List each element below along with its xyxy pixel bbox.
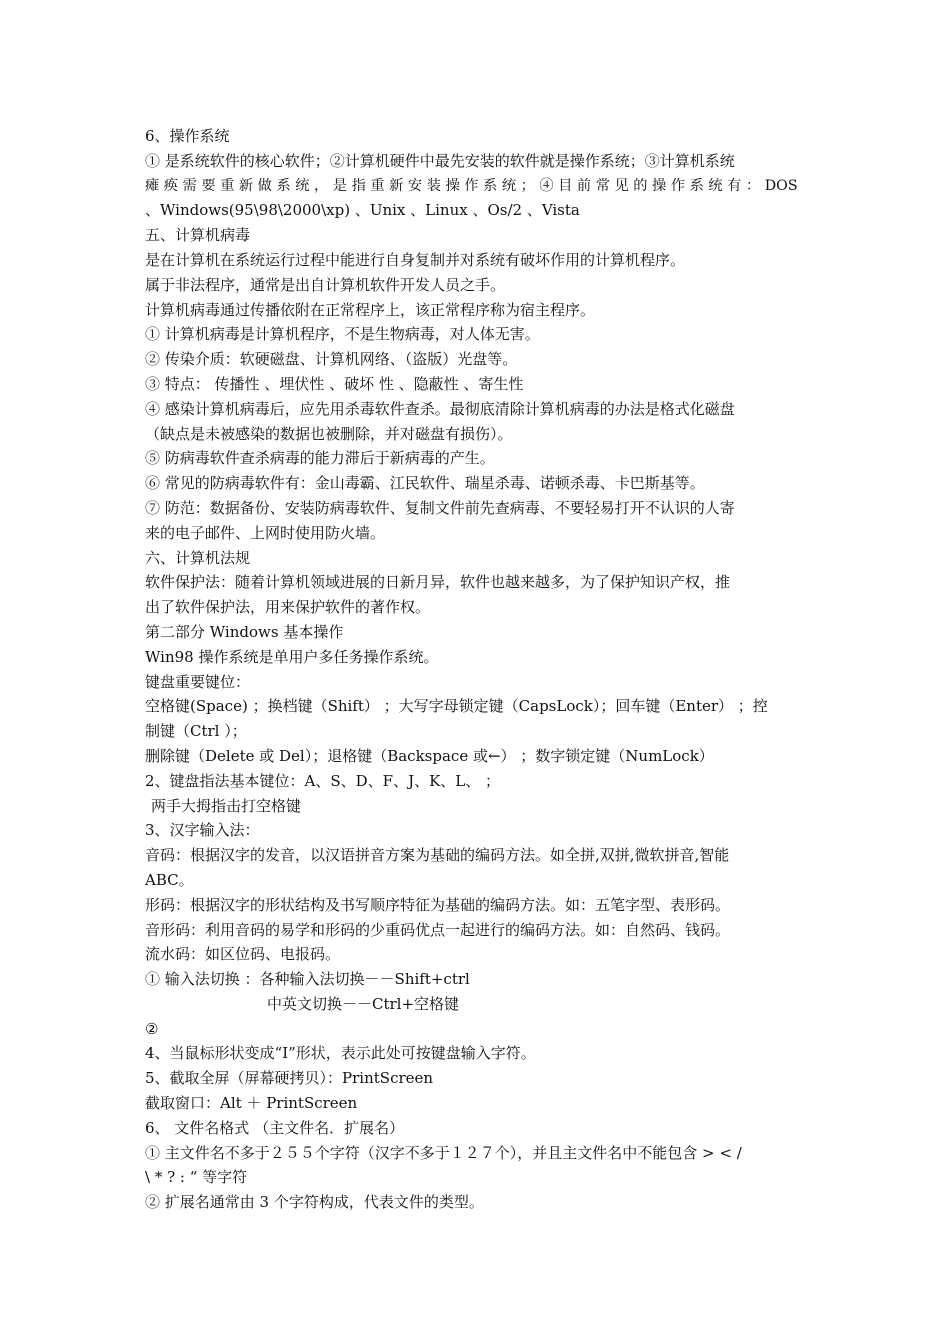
paragraph-line: 键盘重要键位： xyxy=(145,672,251,691)
paragraph-line: 计算机病毒通过传播依附在正常程序上，该正常程序称为宿主程序。 xyxy=(145,300,596,319)
paragraph-line: 流水码：如区位码、电报码。 xyxy=(145,945,341,964)
paragraph-line: 制键（Ctrl ）； xyxy=(145,722,247,741)
list-item: ⑤ 防病毒软件查杀病毒的能力滞后于新病毒的产生。 xyxy=(145,449,495,468)
list-item: ① 输入法切换 ：各种输入法切换－－Shift+ctrl xyxy=(145,970,470,989)
heading-filename-format: 6、 文件名格式 （主文件名．扩展名） xyxy=(145,1118,405,1137)
list-item-continuation: 来的电子邮件、上网时使用防火墙。 xyxy=(145,523,386,542)
list-item: ④ 感染计算机病毒后，应先用杀毒软件查杀。最彻底清除计算机病毒的办法是格式化磁盘 xyxy=(145,399,735,418)
paragraph-line: 软件保护法：随着计算机领域进展的日新月异，软件也越来越多，为了保护知识产权，推 xyxy=(145,573,731,592)
paragraph-line: 两手大拇指击打空格键 xyxy=(151,796,302,815)
heading-part-two: 第二部分 Windows 基本操作 xyxy=(145,622,344,641)
paragraph-line: 形码：根据汉字的形状结构及书写顺序特征为基础的编码方法。如：五笔字型、表形码。 xyxy=(145,895,731,914)
heading-computer-virus: 五、计算机病毒 xyxy=(145,226,251,245)
list-item: ② 传染介质：软硬磁盘、计算机网络、（盗版）光盘等。 xyxy=(145,350,518,369)
heading-home-keys: 2、键盘指法基本键位：A、S、D、F、J、K、L、 ； xyxy=(145,771,501,790)
paragraph-line: 截取窗口：Alt ＋ PrintScreen xyxy=(145,1094,358,1113)
list-item: ⑦ 防范：数据备份、安装防病毒软件、复制文件前先查病毒、不要轻易打开不认识的人寄 xyxy=(145,498,735,517)
heading-computer-law: 六、计算机法规 xyxy=(145,548,251,567)
list-item: ② xyxy=(145,1019,159,1038)
list-item: ⑥ 常见的防病毒软件有：金山毒霸、江民软件、瑞星杀毒、诺顿杀毒、卡巴斯基等。 xyxy=(145,474,705,493)
paragraph-line: Win98 操作系统是单用户多任务操作系统。 xyxy=(145,647,439,666)
paragraph-line: 属于非法程序，通常是出自计算机软件开发人员之手。 xyxy=(145,275,506,294)
paragraph-line: 出了软件保护法，用来保护软件的著作权。 xyxy=(145,598,431,617)
heading-operating-system: 6、操作系统 xyxy=(145,127,230,145)
list-item-continuation: 中英文切换－－Ctrl+空格键 xyxy=(267,994,460,1013)
list-item: ① 计算机病毒是计算机程序，不是生物病毒，对人体无害。 xyxy=(145,325,540,344)
paragraph-line: 删除键（Delete 或 Del）；退格键（Backspace 或←） ；数字锁定键（NumLock） xyxy=(145,746,714,765)
paragraph-line: 瘫 痪 需 要 重 新 做 系 统 ， 是 指 重 新 安 装 操 作 系 统 ； ④ 目 前 常 见 的 操 作 系 统 有 ： DOS xyxy=(145,177,798,194)
paragraph-line: ABC。 xyxy=(145,870,194,889)
list-item-continuation: （缺点是未被感染的数据也被删除，并对磁盘有损伤）。 xyxy=(145,424,513,443)
heading-input-methods: 3、汉字输入法： xyxy=(145,821,260,840)
document-body xyxy=(145,124,807,1215)
paragraph-line: ① 是系统软件的核心软件；②计算机硬件中最先安装的软件就是操作系统；③计算机系统 xyxy=(145,151,735,170)
paragraph-line: 音码：根据汉字的发音，以汉语拼音方案为基础的编码方法。如全拼,双拼,微软拼音,智能 xyxy=(145,846,730,865)
paragraph-line: 空格键(Space) ；换档键（Shift） ；大写字母锁定键（CapsLock）；回车键（Enter） ；控 xyxy=(145,697,768,716)
list-item-continuation: \ * ? : “ 等字符 xyxy=(145,1168,248,1187)
list-item: ② 扩展名通常由 3 个字符构成，代表文件的类型。 xyxy=(145,1193,484,1212)
paragraph-line: 、Windows(95\98\2000\xp) 、Unix 、Linux 、Os/2 、Vista xyxy=(145,201,580,220)
list-item: ① 主文件名不多于２５５个字符（汉字不多于１２７个），并且主文件名中不能包含 > < / xyxy=(145,1143,742,1162)
list-item: ③ 特点： 传播性 、埋伏性 、破坏 性 、隐蔽性 、寄生性 xyxy=(145,374,524,393)
paragraph-line: 音形码：利用音码的易学和形码的少重码优点一起进行的编码方法。如：自然码、钱码。 xyxy=(145,920,731,939)
paragraph-line: 是在计算机在系统运行过程中能进行自身复制并对系统有破坏作用的计算机程序。 xyxy=(145,250,686,269)
paragraph-line: 5、截取全屏（屏幕硬拷贝）：PrintScreen xyxy=(145,1069,434,1088)
paragraph-line: 4、当鼠标形状变成“I”形状，表示此处可按键盘输入字符。 xyxy=(145,1044,536,1063)
